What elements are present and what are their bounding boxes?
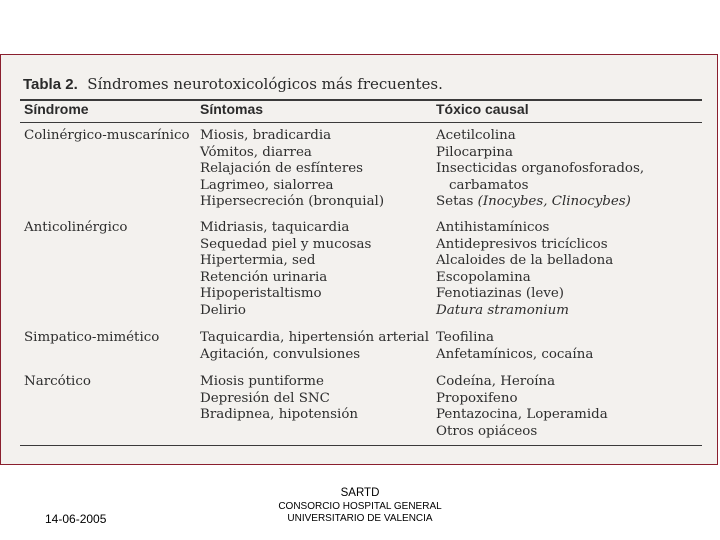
row-1-toxico: Acetilcolina Pilocarpina Insecticidas organofosforados, carbamatos Setas (Inocybes, Clinocybes) [436, 128, 645, 210]
row-2-sindrome: Anticolinérgico [24, 220, 128, 235]
footer-date: 14-06-2005 [45, 512, 107, 526]
row-2-sintomas: Midriasis, taquicardia Sequedad piel y mucosas Hipertermia, sed Retención urinaria Hipoperistaltismo Delirio [200, 220, 372, 318]
header-toxico: Tóxico causal [436, 101, 529, 117]
row-1-sindrome: Colinérgico-muscarínico [24, 128, 190, 143]
footer-org-line1: CONSORCIO HOSPITAL GENERAL [278, 501, 442, 512]
row-4-toxico: Codeína, Heroína Propoxifeno Pentazocina, Loperamida Otros opiáceos [436, 374, 608, 439]
header-sindrome: Síndrome [24, 101, 89, 117]
row-1-sintomas: Miosis, bradicardia Vómitos, diarrea Relajación de esfínteres Lagrimeo, sialorrea Hipersecreción (bronquial) [200, 128, 385, 210]
row-4-sindrome: Narcótico [24, 374, 91, 389]
row-4-sintomas: Miosis puntiforme Depresión del SNC Bradipnea, hipotensión [200, 374, 359, 423]
bottom-rule [20, 445, 702, 446]
top-rule [20, 99, 702, 101]
header-rule [20, 122, 702, 123]
row-3-sintomas: Taquicardia, hipertensión arterial Agitación, convulsiones [200, 330, 430, 362]
table-image-frame [0, 54, 718, 465]
row-3-sindrome: Simpatico-mimético [24, 330, 160, 345]
footer-org-line2: UNIVERSITARIO DE VALENCIA [287, 513, 433, 524]
footer-org-short: SARTD [340, 487, 380, 499]
row-2-toxico: Antihistamínicos Antidepresivos tricíclicos Alcaloides de la belladona Escopolamina Fenotiazinas (leve) Datura stramonium [436, 220, 614, 318]
row-3-toxico: Teofilina Anfetamínicos, cocaína [436, 330, 594, 362]
table-title: Tabla 2. Síndromes neurotoxicológicos más frecuentes. [23, 75, 443, 93]
header-sintomas: Síntomas [200, 101, 264, 117]
